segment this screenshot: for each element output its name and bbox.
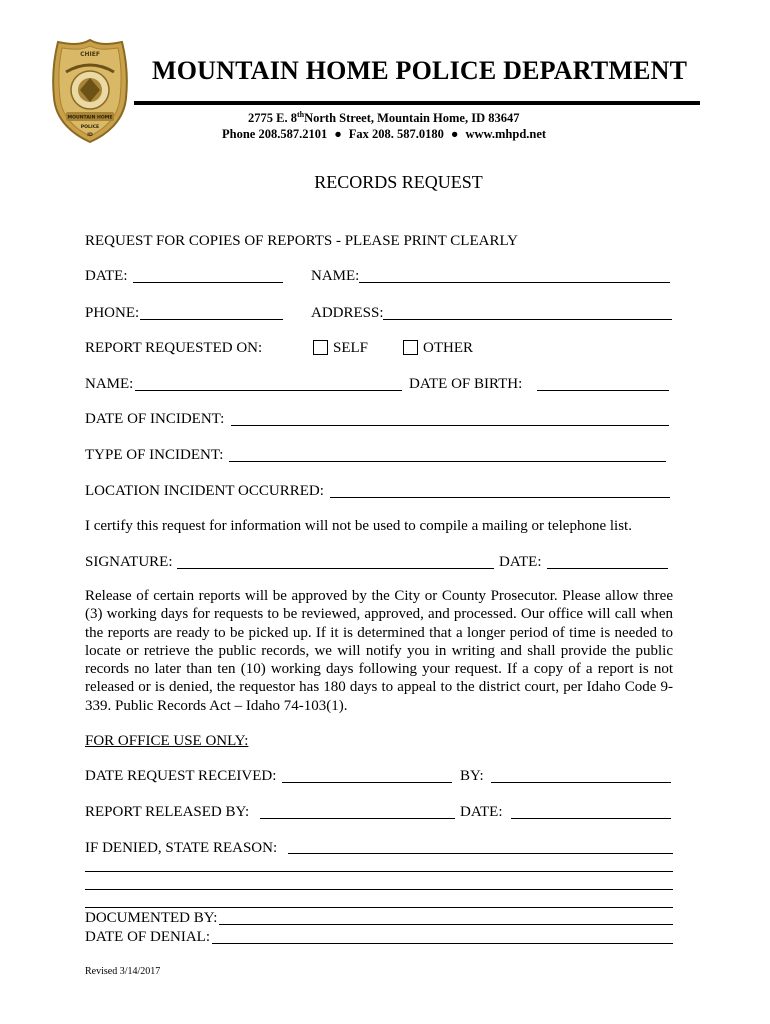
date-field[interactable] [133,282,283,283]
phone-label: PHONE: [85,305,140,321]
separator-dot: ● [334,127,342,141]
released-by-field[interactable] [260,818,455,819]
name-field[interactable] [359,282,670,283]
report-requested-on-label: REPORT REQUESTED ON: [85,340,263,356]
incident-location-label: LOCATION INCIDENT OCCURRED: [85,483,324,499]
police-badge-logo [52,38,128,144]
denied-reason-label: IF DENIED, STATE REASON: [85,840,278,856]
office-use-heading: FOR OFFICE USE ONLY: [85,733,249,749]
subject-name-label: NAME: [85,376,134,392]
self-label: SELF [333,340,369,356]
signature-date-label: DATE: [499,554,542,570]
incident-date-label: DATE OF INCIDENT: [85,411,225,427]
other-checkbox[interactable] [403,340,418,355]
form-instruction: REQUEST FOR COPIES OF REPORTS - PLEASE PRINT CLEARLY [85,233,518,249]
other-label: OTHER [423,340,473,356]
header-divider [134,101,700,105]
incident-date-field[interactable] [231,425,669,426]
self-checkbox[interactable] [313,340,328,355]
date-received-label: DATE REQUEST RECEIVED: [85,768,277,784]
signature-label: SIGNATURE: [85,554,173,570]
documented-by-field[interactable] [219,924,673,925]
website-link[interactable]: www.mhpd.net [465,127,547,141]
department-title: MOUNTAIN HOME POLICE DEPARTMENT [152,56,688,85]
signature-date-field[interactable] [547,568,668,569]
name-label: NAME: [311,268,360,284]
denied-reason-field[interactable] [288,853,673,854]
phone-field[interactable] [140,319,283,320]
address-field[interactable] [383,319,672,320]
form-title: RECORDS REQUEST [314,172,483,192]
badge-state-text: ID [87,133,93,138]
documented-by-label: DOCUMENTED BY: [85,910,218,926]
certification-statement: I certify this request for information will not be used to compile a mailing or telephone list. [85,518,632,534]
release-date-field[interactable] [511,818,671,819]
subject-name-field[interactable] [135,390,402,391]
date-received-field[interactable] [282,782,452,783]
received-by-field[interactable] [491,782,671,783]
denied-reason-line-4[interactable] [85,907,673,908]
fax-number: Fax 208. 587.0180 [348,127,444,141]
address-label: ADDRESS: [311,305,384,321]
received-by-label: BY: [460,768,484,784]
phone-number: Phone 208.587.2101 [222,127,328,141]
release-date-label: DATE: [460,804,503,820]
date-of-birth-label: DATE OF BIRTH: [409,376,523,392]
date-label: DATE: [85,268,128,284]
revision-date: Revised 3/14/2017 [85,966,161,977]
badge-police-text: POLICE [80,125,100,130]
released-by-label: REPORT RELEASED BY: [85,804,250,820]
separator-dot: ● [450,127,459,141]
department-address: 2775 E. 8thNorth Street, Mountain Home, ID 83647 [248,110,520,126]
denial-date-field[interactable] [212,943,673,944]
badge-city-text: MOUNTAIN HOME [67,115,113,121]
incident-location-field[interactable] [330,497,670,498]
department-contact [222,127,546,142]
incident-type-label: TYPE OF INCIDENT: [85,447,224,463]
denied-reason-line-3[interactable] [85,889,673,890]
release-policy-paragraph: Release of certain reports will be approved by the City or County Prosecutor. Please allow three (3) working days for requests to be reviewed, approved, and processed. Our office will call when the reports are ready to be picked up. If it is determined that a longer period of time is needed to locate or retrieve the public records, we will notify you in writing and shall provide the public records no later than ten (10) working days following your request. If a copy of a report is not released or is denied, the requestor has 180 days to appeal to the district court, per Idaho Code 9-339. Public Records Act – Idaho 74-103(1). [85,588,673,714]
badge-chief-text: CHIEF [80,51,100,58]
date-of-birth-field[interactable] [537,390,669,391]
incident-type-field[interactable] [229,461,666,462]
denied-reason-line-2[interactable] [85,871,673,872]
signature-field[interactable] [177,568,494,569]
denial-date-label: DATE OF DENIAL: [85,929,210,945]
